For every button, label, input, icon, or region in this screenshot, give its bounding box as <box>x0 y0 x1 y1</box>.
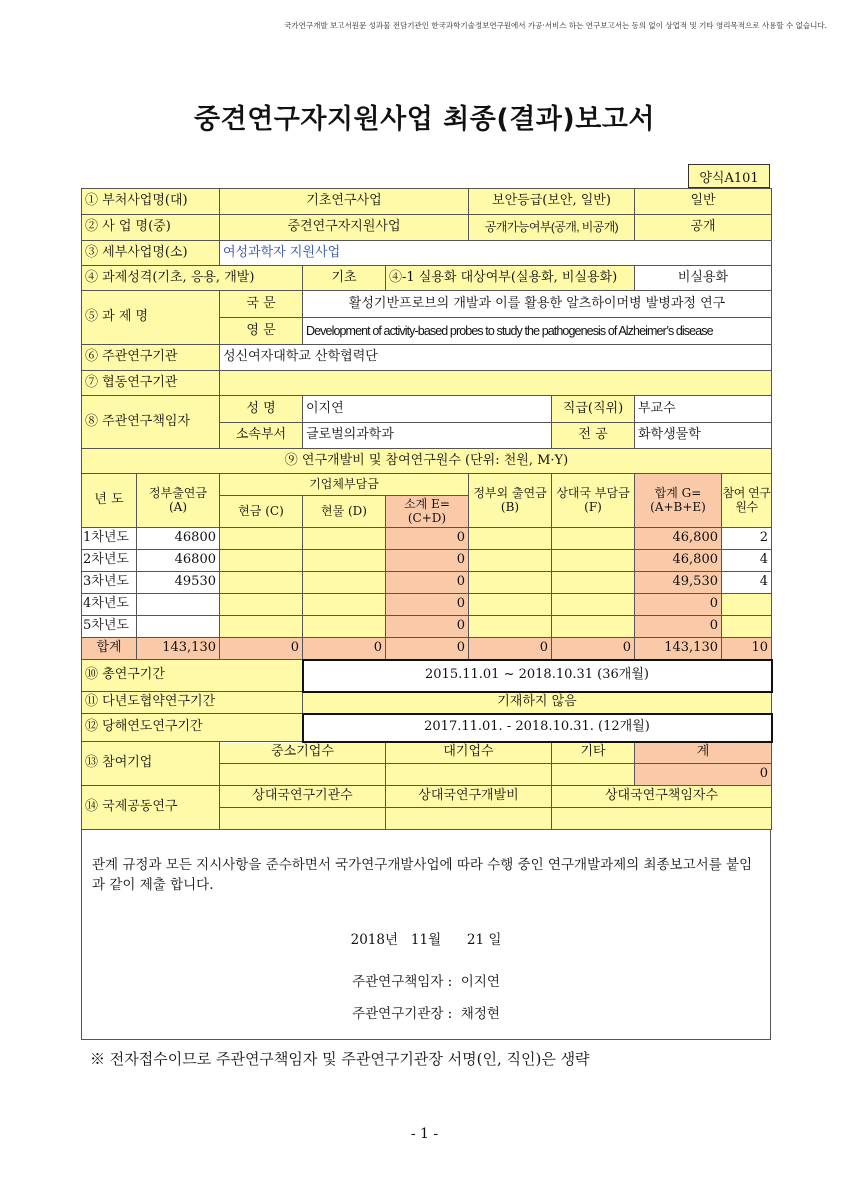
host-institution-value: 성신여자대학교 산학협력단 <box>220 345 772 371</box>
sum-total: 143,130 <box>635 638 722 660</box>
international-research-label: ⑭ 국제공동연구 <box>82 786 220 830</box>
program-value: 중견연구자지원사업 <box>220 215 469 241</box>
nongov-amount <box>469 550 552 572</box>
cash-amount <box>220 594 303 616</box>
korean-title: 활성기반프로브의 개발과 이를 활용한 알츠하이머병 발병과정 연구 <box>303 291 772 318</box>
position-value: 부교수 <box>635 396 772 423</box>
project-title-label: ⑤ 과 제 명 <box>82 291 220 345</box>
korean-label: 국 문 <box>220 291 303 318</box>
nature-label: ④ 과제성격(기초, 응용, 개발) <box>82 266 303 291</box>
researcher-count: 4 <box>722 550 772 572</box>
total-period-value: 2015.11.01 ~ 2018.10.31 (36개월) <box>303 660 772 692</box>
year-label: 4차년도 <box>82 594 137 616</box>
program-label: ② 사 업 명(중) <box>82 215 220 241</box>
inkind-amount <box>303 616 386 638</box>
program-dept-value: 기초연구사업 <box>220 189 469 215</box>
partner-amount <box>552 594 635 616</box>
multi-year-period-value: 기재하지 않음 <box>303 692 772 714</box>
company-total-value: 0 <box>635 764 772 786</box>
cash-amount <box>220 550 303 572</box>
security-label: 보안등급(보안, 일반) <box>469 189 635 215</box>
current-period-label: ⑫ 당해연도연구기간 <box>82 714 303 742</box>
english-label: 영 문 <box>220 318 303 345</box>
gov-amount <box>137 616 220 638</box>
pi-signature-line: 주관연구책임자 : 이지연 <box>352 974 500 990</box>
english-title: Development of activity-based probes to study the pathogenesis of Alzheimer’s disease <box>303 318 772 345</box>
col-total: 합계 G=(A+B+E) <box>635 474 722 528</box>
partner-institution-count-label: 상대국연구기관수 <box>220 786 386 808</box>
position-label: 직급(직위) <box>552 396 635 423</box>
other-count-label: 기타 <box>552 742 635 764</box>
researcher-count <box>722 594 772 616</box>
total-amount: 0 <box>635 616 722 638</box>
year-label: 1차년도 <box>82 528 137 550</box>
declaration-text: 관계 규정과 모든 지시사항을 준수하면서 국가연구개발사업에 따라 수행 중인 연구개발과제의 최종보고서를 붙임과 같이 제출 합니다. <box>92 857 753 893</box>
col-partner: 상대국 부담금 (F) <box>552 474 635 528</box>
cash-amount <box>220 616 303 638</box>
sum-gov: 143,130 <box>137 638 220 660</box>
gov-amount <box>137 594 220 616</box>
subprogram-label: ③ 세부사업명(소) <box>82 241 220 266</box>
subtotal-amount: 0 <box>386 528 469 550</box>
partner-amount <box>552 528 635 550</box>
col-researchers: 참여 연구원수 <box>722 474 772 528</box>
year-label: 2차년도 <box>82 550 137 572</box>
partner-pi-count-value <box>552 808 772 830</box>
year-label: 5차년도 <box>82 616 137 638</box>
year-label: 3차년도 <box>82 572 137 594</box>
sme-count-label: 중소기업수 <box>220 742 386 764</box>
researcher-count: 2 <box>722 528 772 550</box>
disclosure-value: 공개 <box>635 215 772 241</box>
partner-amount <box>552 572 635 594</box>
inkind-amount <box>303 572 386 594</box>
total-amount: 46,800 <box>635 528 722 550</box>
institution-head-signature-line: 주관연구기관장 : 채정현 <box>352 1006 500 1022</box>
sum-nongov: 0 <box>469 638 552 660</box>
subtotal-amount: 0 <box>386 616 469 638</box>
inkind-amount <box>303 528 386 550</box>
page-title: 중견연구자지원사업 최종(결과)보고서 <box>194 104 655 135</box>
total-amount: 49,530 <box>635 572 722 594</box>
major-label: 전 공 <box>552 423 635 449</box>
col-inkind: 현물 (D) <box>303 496 386 528</box>
dept-value: 글로벌의과학과 <box>303 423 552 449</box>
nongov-amount <box>469 594 552 616</box>
coop-institution-value <box>220 371 772 396</box>
sum-label: 합계 <box>82 638 137 660</box>
sme-count-value <box>220 764 386 786</box>
submission-date: 2018년 11월 21 일 <box>350 932 502 948</box>
disclosure-label: 공개가능여부(공개, 비공개) <box>469 215 635 241</box>
col-subtotal: 소계 E=(C+D) <box>386 496 469 528</box>
declaration-box <box>81 830 771 1040</box>
copyright-notice: 국가연구개발 보고서원문 성과물 전담기관인 한국과학기술정보연구원에서 가공·서비스 하는 연구보고서는 동의 없이 상업적 및 기타 영리목적으로 사용할 수 없습니다. <box>284 21 827 30</box>
nature-value: 기초 <box>303 266 386 291</box>
researcher-count <box>722 616 772 638</box>
other-count-value <box>552 764 635 786</box>
page-number: - 1 - <box>410 1126 439 1142</box>
partner-rnd-cost-value <box>386 808 552 830</box>
coop-institution-label: ⑦ 협동연구기관 <box>82 371 220 396</box>
dept-label: 소속부서 <box>220 423 303 449</box>
col-company: 기업체부담금 <box>220 474 469 496</box>
practical-label: ④-1 실용화 대상여부(실용화, 비실용화) <box>386 266 635 291</box>
partner-pi-count-label: 상대국연구책임자수 <box>552 786 772 808</box>
name-value: 이지연 <box>303 396 552 423</box>
sum-partner: 0 <box>552 638 635 660</box>
sum-researchers: 10 <box>722 638 772 660</box>
col-nongov: 정부외 출연금 (B) <box>469 474 552 528</box>
sum-cash: 0 <box>220 638 303 660</box>
large-company-count-value <box>386 764 552 786</box>
current-period-value: 2017.11.01. - 2018.10.31. (12개월) <box>303 714 772 742</box>
subtotal-amount: 0 <box>386 594 469 616</box>
partner-amount <box>552 550 635 572</box>
multi-year-period-label: ⑪ 다년도협약연구기간 <box>82 692 303 714</box>
subtotal-amount: 0 <box>386 550 469 572</box>
partner-institution-count-value <box>220 808 386 830</box>
nongov-amount <box>469 528 552 550</box>
signature-omission-note: ※ 전자접수이므로 주관연구책임자 및 주관연구기관장 서명(인, 직인)은 생략 <box>90 1050 590 1068</box>
researcher-count: 4 <box>722 572 772 594</box>
partner-amount <box>552 616 635 638</box>
total-amount: 46,800 <box>635 550 722 572</box>
pi-label: ⑧ 주관연구책임자 <box>82 396 220 449</box>
security-value: 일반 <box>635 189 772 215</box>
col-cash: 현금 (C) <box>220 496 303 528</box>
major-value: 화학생물학 <box>635 423 772 449</box>
nongov-amount <box>469 616 552 638</box>
cash-amount <box>220 528 303 550</box>
host-institution-label: ⑥ 주관연구기관 <box>82 345 220 371</box>
total-amount: 0 <box>635 594 722 616</box>
partner-rnd-cost-label: 상대국연구개발비 <box>386 786 552 808</box>
inkind-amount <box>303 594 386 616</box>
gov-amount: 49530 <box>137 572 220 594</box>
program-dept-label: ① 부처사업명(대) <box>82 189 220 215</box>
col-gov: 정부출연금 (A) <box>137 474 220 528</box>
large-company-count-label: 대기업수 <box>386 742 552 764</box>
sum-inkind: 0 <box>303 638 386 660</box>
gov-amount: 46800 <box>137 550 220 572</box>
col-year: 년 도 <box>82 474 137 528</box>
name-label: 성 명 <box>220 396 303 423</box>
participating-companies-label: ⑬ 참여기업 <box>82 742 220 786</box>
subprogram-value: 여성과학자 지원사업 <box>220 241 772 266</box>
report-form-table <box>81 188 773 830</box>
practical-value: 비실용화 <box>635 266 772 291</box>
cash-amount <box>220 572 303 594</box>
total-period-label: ⑩ 총연구기간 <box>82 660 303 692</box>
gov-amount: 46800 <box>137 528 220 550</box>
inkind-amount <box>303 550 386 572</box>
sum-subtotal: 0 <box>386 638 469 660</box>
nongov-amount <box>469 572 552 594</box>
company-total-label: 계 <box>635 742 772 764</box>
form-id: 양식A101 <box>688 164 770 188</box>
budget-heading: ⑨ 연구개발비 및 참여연구원수 (단위: 천원, M·Y) <box>82 449 772 474</box>
subtotal-amount: 0 <box>386 572 469 594</box>
